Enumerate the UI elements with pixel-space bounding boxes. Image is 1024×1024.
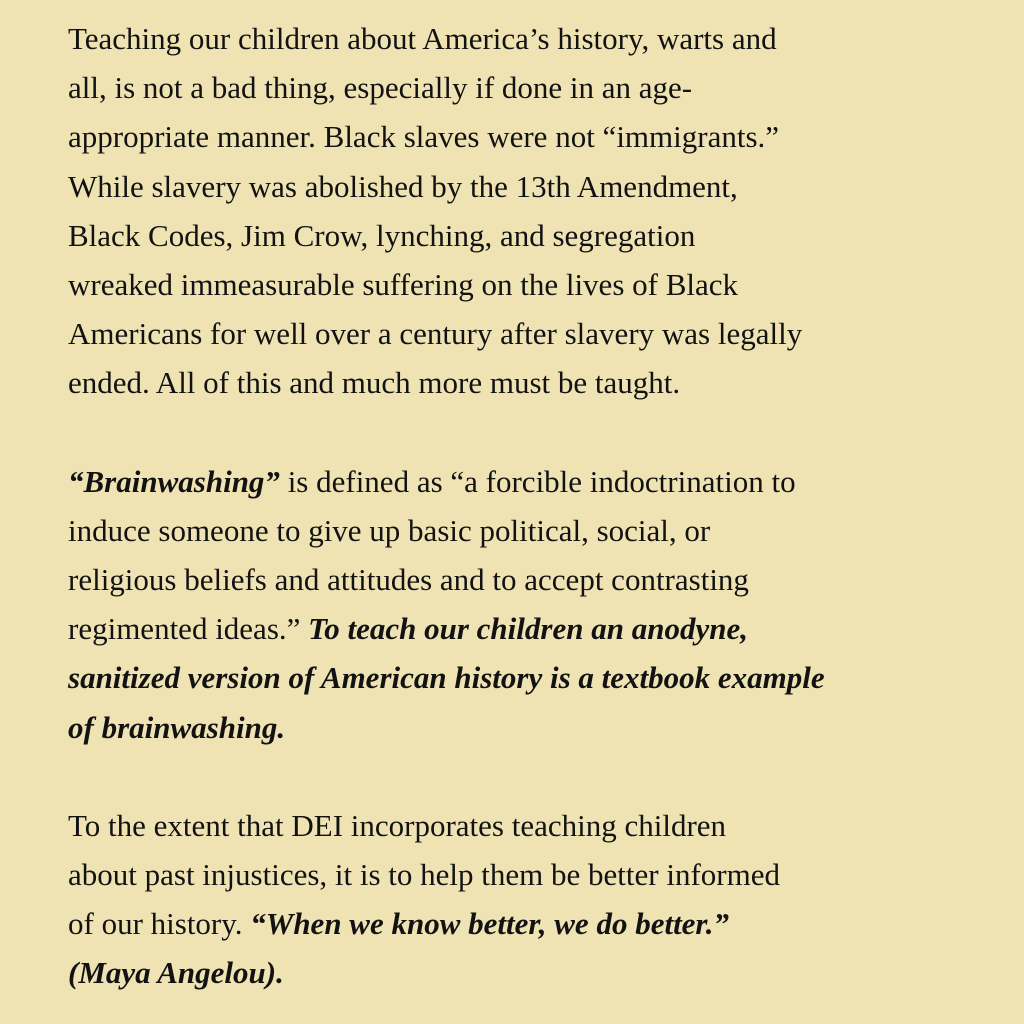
emphasis-text: of brainwashing. (68, 709, 286, 745)
text-line: of our history. (68, 906, 251, 942)
text-line: Black Codes, Jim Crow, lynching, and segregation (68, 217, 696, 253)
defined-term: “Brainwashing” (68, 463, 280, 499)
quote-attribution: (Maya Angelou). (68, 955, 284, 991)
paragraph-brainwashing (68, 457, 968, 752)
text-line: is defined as “a forcible indoctrination to (279, 463, 796, 499)
text-line: ended. All of this and much more must be taught. (68, 365, 681, 401)
text-line: about past injustices, it is to help them be better informed (68, 857, 780, 893)
emphasis-text: sanitized version of American history is a textbook example (68, 660, 825, 696)
text-line: regimented ideas.” (68, 611, 309, 647)
text-line: all, is not a bad thing, especially if done in an age- (68, 70, 693, 106)
emphasis-text: To teach our children an anodyne, (308, 611, 748, 647)
text-line: religious beliefs and attitudes and to accept contrasting (68, 562, 749, 598)
text-line: Americans for well over a century after slavery was legally (68, 316, 803, 352)
article-body (68, 14, 968, 998)
text-line: Teaching our children about America’s history, warts and (68, 21, 777, 56)
text-line: While slavery was abolished by the 13th Amendment, (68, 168, 738, 204)
paragraph-dei (68, 801, 968, 998)
text-line: To the extent that DEI incorporates teaching children (68, 807, 727, 843)
text-line: wreaked immeasurable suffering on the lives of Black (68, 267, 739, 303)
quote-text: “When we know better, we do better.” (250, 906, 730, 942)
paragraph-history (68, 14, 968, 408)
text-line: appropriate manner. Black slaves were not “immigrants.” (68, 119, 780, 155)
text-line: induce someone to give up basic political, social, or (68, 512, 711, 548)
